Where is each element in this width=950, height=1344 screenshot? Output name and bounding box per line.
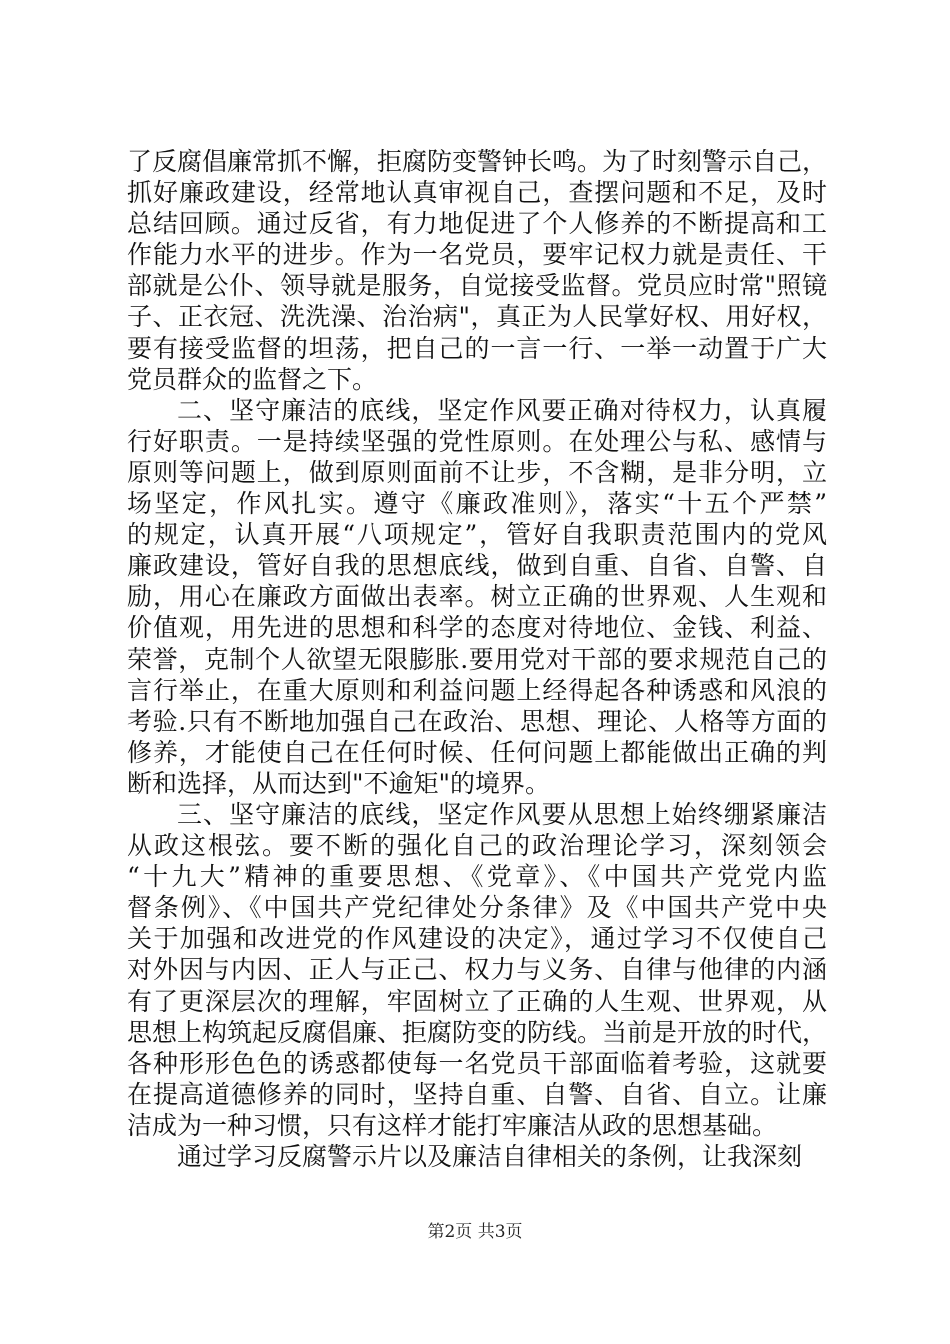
text-line: 各种形形色色的诱惑都使每一名党员干部面临着考验，这就要 [127,1048,827,1078]
text-line: 有了更深层次的理解，牢固树立了正确的人生观、世界观，从 [127,986,827,1016]
section-two-first-line: 二、坚守廉洁的底线，坚定作风要正确对待权力，认真履 [177,395,827,425]
text-line: 言行举止，在重大原则和利益问题上经得起各种诱惑和风浪的 [127,675,827,705]
closing-paragraph-first-line: 通过学习反腐警示片以及廉洁自律相关的条例，让我深刻 [177,1142,803,1171]
text-line: 考验.只有不断地加强自己在政治、思想、理论、人格等方面的 [127,706,827,736]
section-three-first-line: 三、坚守廉洁的底线，坚定作风要从思想上始终绷紧廉洁 [177,799,827,829]
text-line: 的规定，认真开展“八项规定”，管好自我职责范围内的党风 [127,520,827,550]
text-line: 原则等问题上，做到原则面前不让步，不含糊，是非分明，立 [127,457,827,487]
text-line: “十九大”精神的重要思想、《党章》、《中国共产党党内监 [127,862,827,892]
text-line: 作能力水平的进步。作为一名党员，要牢记权力就是责任、干 [127,240,827,270]
text-line: 总结回顾。通过反省，有力地促进了个人修养的不断提高和工 [127,209,827,239]
text-line: 行好职责。一是持续坚强的党性原则。在处理公与私、感情与 [127,426,827,456]
text-line: 从政这根弦。要不断的强化自己的政治理论学习，深刻领会 [127,831,827,861]
text-line: 子、正衣冠、洗洗澡、治治病"，真正为人民掌好权、用好权， [127,302,827,332]
text-line: 在提高道德修养的同时，坚持自重、自警、自省、自立。让廉 [127,1079,827,1109]
text-line: 关于加强和改进党的作风建设的决定》，通过学习不仅使自己 [127,924,827,954]
text-line: 思想上构筑起反腐倡廉、拒腐防变的防线。当前是开放的时代， [127,1017,828,1047]
document-body [127,146,827,1172]
text-line: 洁成为一种习惯，只有这样才能打牢廉洁从政的思想基础。 [127,1110,778,1140]
page-number: 第2页 共3页 [427,1222,523,1242]
text-line: 廉政建设，管好自我的思想底线，做到自重、自省、自警、自 [127,551,827,581]
text-line: 对外因与内因、正人与正己、权力与义务、自律与他律的内涵 [127,955,827,985]
text-line: 荣誉，克制个人欲望无限膨胀.要用党对干部的要求规范自己的 [127,644,827,674]
text-line: 场坚定，作风扎实。遵守《廉政准则》，落实“十五个严禁” [127,489,827,519]
text-line: 督条例》、《中国共产党纪律处分条律》及《中国共产党中央 [127,893,827,923]
text-line: 了反腐倡廉常抓不懈，拒腐防变警钟长鸣。为了时刻警示自己， [127,147,828,176]
text-line: 部就是公仆、领导就是服务，自觉接受监督。党员应时常"照镜 [127,271,827,301]
text-line: 价值观，用先进的思想和科学的态度对待地位、金钱、利益、 [127,613,827,643]
text-line: 断和选择，从而达到"不逾矩"的境界。 [127,768,550,798]
text-line: 抓好廉政建设，经常地认真审视自己，查摆问题和不足，及时 [127,178,827,208]
text-line: 党员群众的监督之下。 [127,364,378,394]
text-line: 要有接受监督的坦荡，把自己的一言一行、一举一动置于广大 [127,333,827,363]
text-line: 修养，才能使自己在任何时候、任何问题上都能做出正确的判 [127,737,827,767]
text-line: 励，用心在廉政方面做出表率。树立正确的世界观、人生观和 [127,582,827,612]
